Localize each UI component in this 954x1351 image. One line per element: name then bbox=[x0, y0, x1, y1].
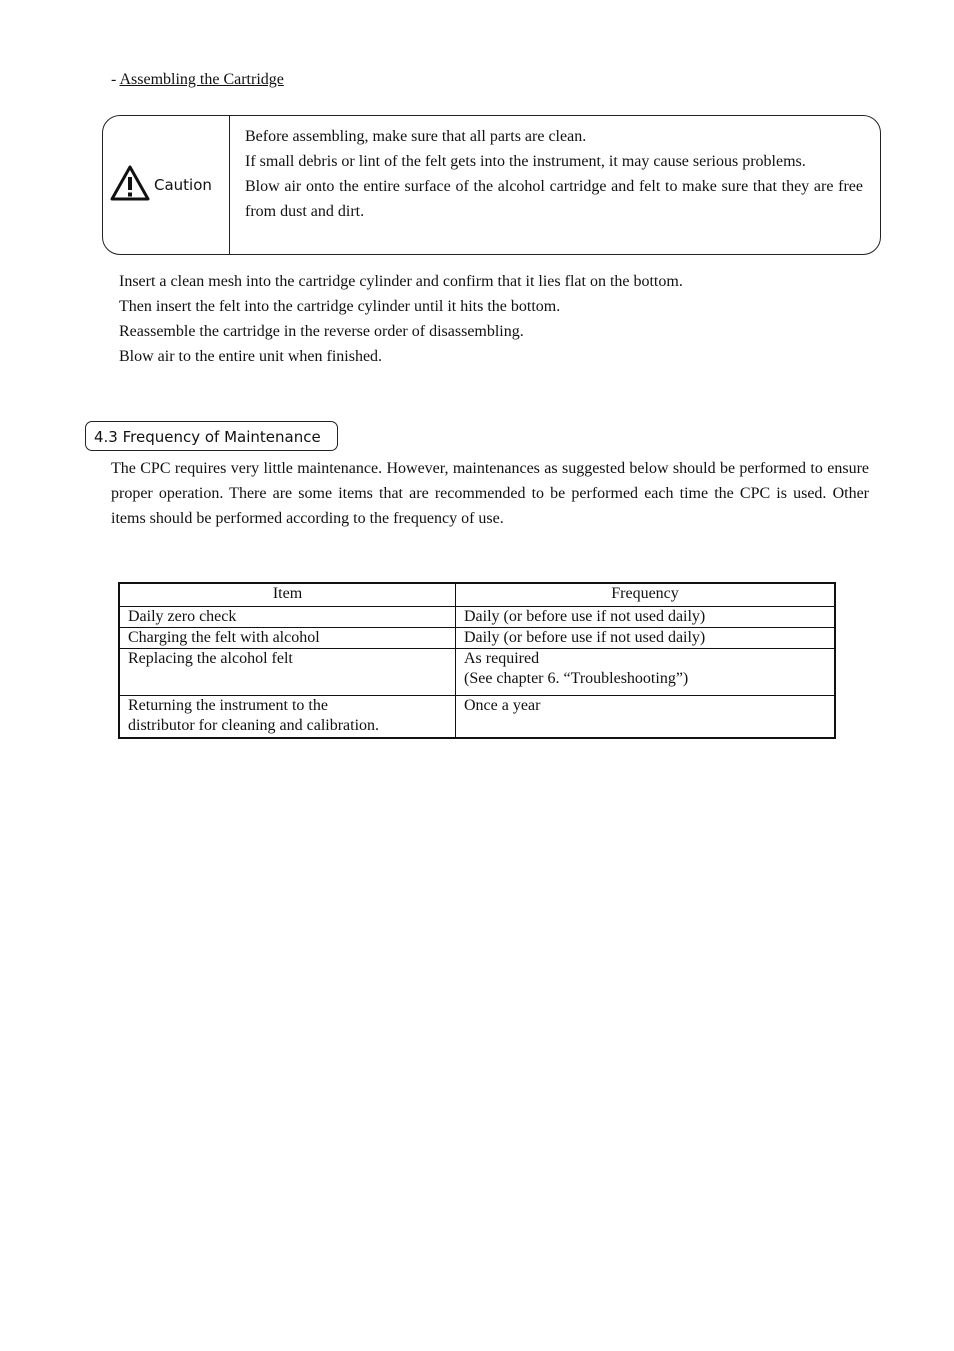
caution-line: If small debris or lint of the felt gets into the instrument, it may cause serious problems. bbox=[245, 153, 806, 170]
table-row bbox=[119, 696, 835, 739]
caution-line: Before assembling, make sure that all parts are clean. bbox=[245, 128, 587, 145]
frequency-cell bbox=[456, 628, 836, 649]
column-header-item: Item bbox=[119, 583, 456, 607]
cell-line: (See chapter 6. “Troubleshooting”) bbox=[464, 670, 689, 687]
cell-line: Returning the instrument to the bbox=[128, 697, 328, 714]
column-header-frequency: Frequency bbox=[456, 583, 836, 607]
frequency-cell bbox=[456, 696, 836, 739]
cell-line: Daily (or before use if not used daily) bbox=[464, 629, 706, 646]
maintenance-frequency-table bbox=[118, 582, 836, 739]
table-row bbox=[119, 649, 835, 696]
item-cell bbox=[119, 628, 456, 649]
item-cell bbox=[119, 696, 456, 739]
cell-line: Daily (or before use if not used daily) bbox=[464, 608, 706, 625]
caution-label-group bbox=[110, 165, 212, 205]
caution-text bbox=[245, 124, 863, 224]
section-heading: 4.3 Frequency of Maintenance bbox=[85, 421, 338, 451]
frequency-cell bbox=[456, 607, 836, 628]
cell-line: distributor for cleaning and calibration. bbox=[128, 717, 380, 734]
step-line: Blow air to the entire unit when finished. bbox=[119, 348, 383, 365]
assembly-steps bbox=[119, 269, 683, 369]
cell-line: As required bbox=[464, 650, 540, 667]
caution-box bbox=[102, 115, 881, 255]
heading-prefix: - bbox=[111, 71, 120, 88]
table-header-row bbox=[119, 583, 835, 607]
heading-title: Assembling the Cartridge bbox=[119, 71, 284, 88]
step-line: Then insert the felt into the cartridge cylinder until it hits the bottom. bbox=[119, 298, 561, 315]
caution-line: Blow air onto the entire surface of the alcohol cartridge and felt to make sure that they are free from dust and dirt. bbox=[245, 178, 863, 220]
cell-line: Replacing the alcohol felt bbox=[128, 650, 293, 667]
cell-line: Once a year bbox=[464, 697, 541, 714]
step-line: Insert a clean mesh into the cartridge cylinder and confirm that it lies flat on the bottom. bbox=[119, 273, 683, 290]
cell-line: Daily zero check bbox=[128, 608, 237, 625]
step-line: Reassemble the cartridge in the reverse order of disassembling. bbox=[119, 323, 524, 340]
caution-divider bbox=[229, 116, 230, 254]
cell-line: Charging the felt with alcohol bbox=[128, 629, 320, 646]
caution-label: Caution bbox=[154, 176, 212, 194]
item-cell bbox=[119, 607, 456, 628]
table-row bbox=[119, 607, 835, 628]
table-row bbox=[119, 628, 835, 649]
section-intro: The CPC requires very little maintenance. However, maintenances as suggested below should be performed to ensure proper operation. There are some items that are recommended to be performed each time the CPC is used. Other items should be performed according to the frequency of use. bbox=[111, 460, 869, 527]
assembling-heading bbox=[111, 71, 284, 89]
frequency-cell bbox=[456, 649, 836, 696]
item-cell bbox=[119, 649, 456, 696]
warning-triangle-icon bbox=[110, 165, 150, 205]
